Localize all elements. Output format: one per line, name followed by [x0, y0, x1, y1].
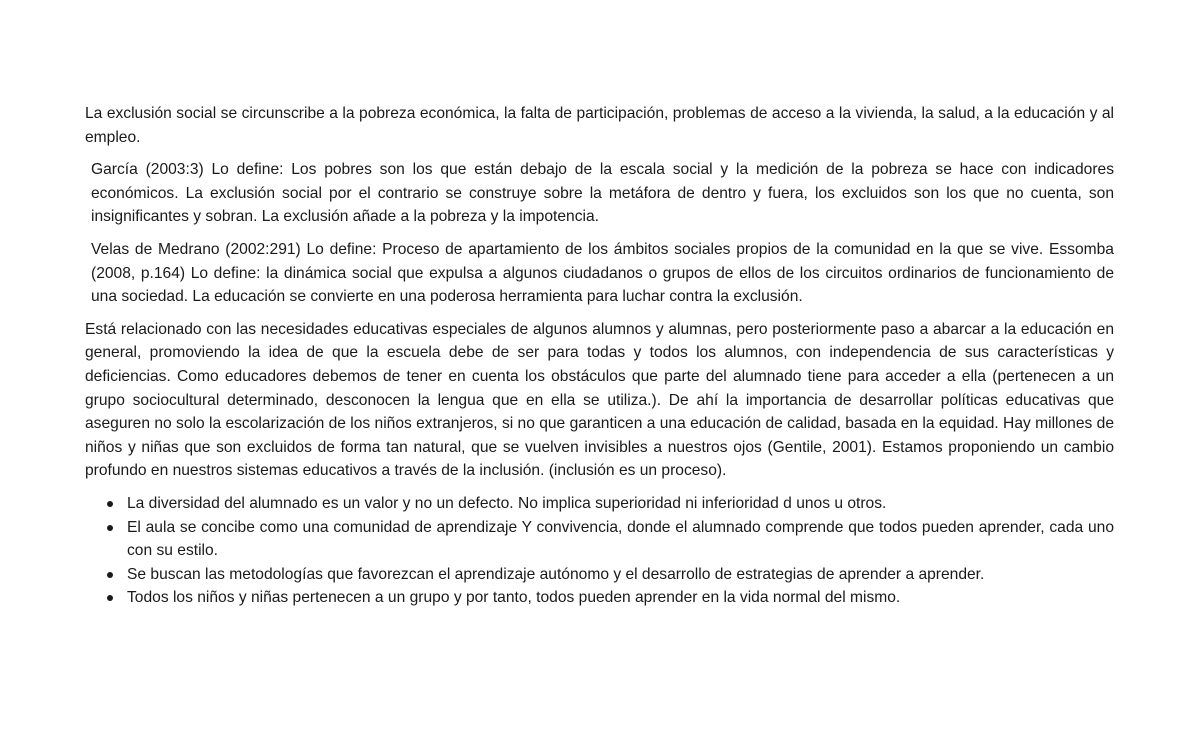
list-item: [85, 492, 1114, 516]
list-item-text: Todos los niños y niñas pertenecen a un grupo y por tanto, todos pueden aprender en la vida normal del mismo.: [127, 589, 901, 607]
bullet-icon: [107, 501, 113, 507]
list-item-text: El aula se concibe como una comunidad de aprendizaje Y convivencia, donde el alumnado comprende que todos pueden aprender, cada uno con su estilo.: [127, 518, 1114, 560]
bullet-icon: [107, 572, 113, 578]
bullet-list: [85, 492, 1114, 610]
list-item-text: Se buscan las metodologías que favorezcan el aprendizaje autónomo y el desarrollo de estrategias de aprender a aprender.: [127, 565, 985, 583]
paragraph-inclusion-context: Está relacionado con las necesidades educativas especiales de algunos alumnos y alumnas, pero posteriormente paso a abarcar a la educación en general, promoviendo la idea de que la escuela debe de ser para todas y todos los alumnos, con independencia de sus características y deficiencias. Como educadores debemos de tener en cuenta los obstáculos que parte del alumnado tiene para acceder a ella (pertenecen a un grupo sociocultural determinado, desconocen la lengua que en ella se utiliza.). De ahí la importancia de desarrollar políticas educativas que aseguren no solo la escolarización de los niños extranjeros, si no que garanticen a una educación de calidad, basada en la equidad. Hay millones de niños y niñas que son excluidos de forma tan natural, que se vuelven invisibles a nuestros ojos (Gentile, 2001). Estamos proponiendo un cambio profundo en nuestros sistemas educativos a través de la inclusión. (inclusión es un proceso).: [85, 320, 1114, 480]
paragraph-exclusion-definition: La exclusión social se circunscribe a la pobreza económica, la falta de participación, problemas de acceso a la vivienda, la salud, a la educación y al empleo.: [85, 105, 1114, 146]
bullet-icon: [107, 525, 113, 531]
document-page: [85, 102, 1114, 610]
list-item: [85, 586, 1114, 610]
list-item: [85, 516, 1114, 563]
paragraph-garcia-definition: García (2003:3) Lo define: Los pobres son los que están debajo de la escala social y la medición de la pobreza se hace con indicadores económicos. La exclusión social por el contrario se construye sobre la metáfora de dentro y fuera, los excluidos son los que no cuenta, son insignificantes y sobran. La exclusión añade a la pobreza y la impotencia.: [91, 161, 1114, 226]
list-item: [85, 563, 1114, 587]
list-item-text: La diversidad del alumnado es un valor y no un defecto. No implica superioridad ni inferioridad d unos u otros.: [127, 494, 887, 512]
paragraph-velas-essomba-definition: Velas de Medrano (2002:291) Lo define: Proceso de apartamiento de los ámbitos sociales propios de la comunidad en la que se vive. Essomba (2008, p.164) Lo define: la dinámica social que expulsa a algunos ciudadanos o grupos de ellos de los circuitos ordinarios de funcionamiento de una sociedad. La educación se convierte en una poderosa herramienta para luchar contra la exclusión.: [91, 240, 1114, 306]
bullet-icon: [107, 595, 113, 601]
